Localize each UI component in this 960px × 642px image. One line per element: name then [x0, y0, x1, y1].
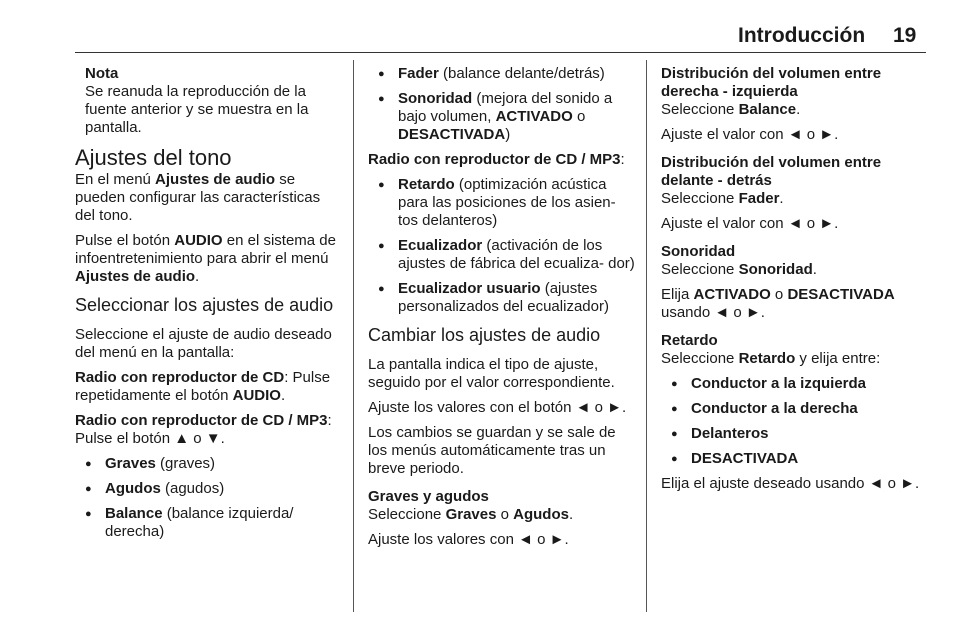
column-2	[368, 65, 636, 556]
retardo-options	[661, 375, 929, 468]
paragraph-adjust: Ajuste los valores con el botón ◄ o ►.	[368, 399, 627, 416]
column-divider-1	[353, 60, 354, 612]
paragraph-radio-mp3-2: Radio con reproductor de CD / MP3:	[368, 151, 625, 168]
note-block	[85, 65, 343, 137]
note-text: Se reanuda la reproducción de la fuente anterior y se muestra en la pantalla.	[85, 83, 309, 136]
paragraph-adjust-fader: Ajuste el valor con ◄ o ►.	[661, 215, 839, 232]
column-divider-2	[646, 60, 647, 612]
tone-list	[75, 455, 343, 541]
column-3	[661, 65, 929, 500]
paragraph-saved: Los cambios se guardan y se sale de los menús automáticamente tras un breve periodo.	[368, 424, 616, 477]
page-header-title: Introducción	[738, 24, 866, 47]
tone-list-continued	[368, 65, 636, 144]
subheading-graves-agudos: Graves y agudos	[368, 488, 489, 505]
paragraph-adjust-values: Ajuste los valores con ◄ o ►.	[368, 531, 569, 548]
paragraph-select-balance: Seleccione Balance.	[661, 101, 801, 118]
subheading-balance: Distribución del volumen entre derecha - izquierda	[661, 65, 882, 100]
list-item: ● Conductor a la izquierda	[661, 375, 929, 393]
paragraph-choose-retardo: Elija el ajuste deseado usando ◄ o ►.	[661, 475, 920, 492]
heading-cambiar: Cambiar los ajustes de audio	[368, 325, 601, 345]
list-item: ● DESACTIVADA	[661, 450, 929, 468]
paragraph-choose-sonoridad: Elija ACTIVADO o DESACTIVADA usando ◄ o ►.	[661, 286, 895, 321]
list-item: ● Balance (balance izquierda/ derecha)	[75, 505, 343, 541]
paragraph-display: La pantalla indica el tipo de ajuste, seguido por el valor correspondiente.	[368, 356, 615, 391]
list-item: ● Fader (balance delante/detrás)	[368, 65, 636, 83]
column-1	[75, 65, 343, 548]
paragraph-radio-mp3: Radio con reproductor de CD / MP3: Pulse el botón ▲ o ▼.	[75, 412, 332, 447]
list-item: ● Conductor a la derecha	[661, 400, 929, 418]
paragraph-select-fader: Seleccione Fader.	[661, 190, 784, 207]
list-item: ● Ecualizador usuario (ajustes personalizados del ecualizador)	[368, 280, 636, 316]
header-rule	[75, 52, 926, 53]
paragraph-menu: En el menú Ajustes de audio se pueden configurar las características del tono.	[75, 171, 321, 224]
list-item: ● Delanteros	[661, 425, 929, 443]
heading-seleccionar: Seleccionar los ajustes de audio	[75, 295, 334, 315]
paragraph-select: Seleccione el ajuste de audio deseado del menú en la pantalla:	[75, 326, 332, 361]
list-item: ● Retardo (optimización acústica para las posiciones de los asien- tos delanteros)	[368, 176, 636, 230]
paragraph-select-graves: Seleccione Graves o Agudos.	[368, 506, 574, 523]
list-item: ● Agudos (agudos)	[75, 480, 343, 498]
list-item: ● Ecualizador (activación de los ajustes de fábrica del ecualiza- dor)	[368, 237, 636, 273]
heading-ajustes-tono: Ajustes del tono	[75, 145, 232, 170]
subheading-retardo: Retardo	[661, 332, 718, 349]
list-item: ● Graves (graves)	[75, 455, 343, 473]
paragraph-adjust-balance: Ajuste el valor con ◄ o ►.	[661, 126, 839, 143]
paragraph-select-retardo: Seleccione Retardo y elija entre:	[661, 350, 881, 367]
mp3-list	[368, 176, 636, 316]
page-number: 19	[893, 24, 917, 47]
subheading-sonoridad: Sonoridad	[661, 243, 736, 260]
paragraph-radio-cd: Radio con reproductor de CD: Pulse repetidamente el botón AUDIO.	[75, 369, 331, 404]
note-label: Nota	[85, 65, 119, 82]
paragraph-select-sonoridad: Seleccione Sonoridad.	[661, 261, 817, 278]
subheading-fader: Distribución del volumen entre delante - detrás	[661, 154, 882, 189]
paragraph-audio-button: Pulse el botón AUDIO en el sistema de infoentretenimiento para abrir el menú Ajustes de audio.	[75, 232, 336, 285]
list-item: ● Sonoridad (mejora del sonido a bajo volumen, ACTIVADO o DESACTIVADA)	[368, 90, 636, 144]
